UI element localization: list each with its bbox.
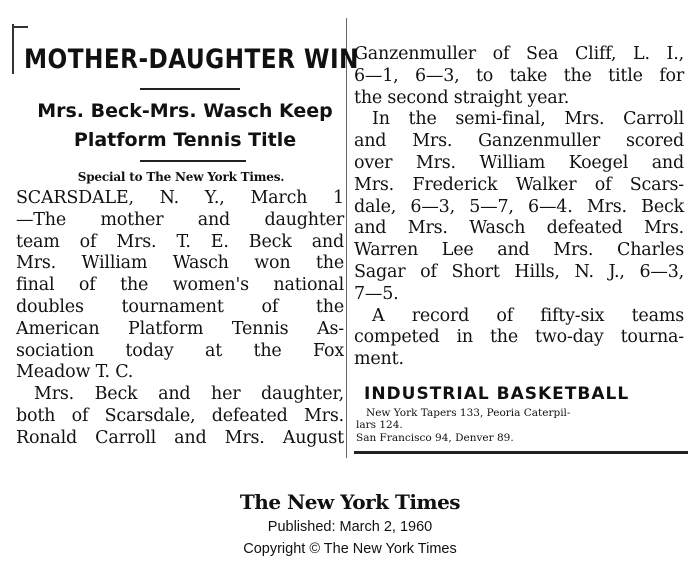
subhead-1: Mrs. Beck-Mrs. Wasch Keep [37,100,333,122]
credit-line: Special to The New York Times. [77,170,285,184]
body-line: ment. [354,349,404,370]
published-date: Published: March 2, 1960 [267,519,433,535]
body-line: team of Mrs. T. E. Beck and [16,231,344,252]
body-line: competed in the two-day tourna- [354,327,684,348]
newspaper-clipping [8,18,692,458]
nyt-logo: The New York Times [239,490,461,514]
subhead-2: Platform Tennis Title [73,129,297,151]
body-line: Sagar of Short Hills, N. J., 6—3, [354,262,684,282]
body-line: Mrs. Frederick Walker of Scars- [354,174,684,195]
copyright-notice: Copyright © The New York Times [243,541,457,557]
body-line: American Platform Tennis As- [16,318,344,339]
body-line: SCARSDALE, N. Y., March 1 [16,188,344,208]
body-line: In the semi-final, Mrs. Carroll [372,109,684,130]
bottom-rule [354,451,688,454]
separator [140,160,246,162]
corner-rule [12,26,28,28]
body-line: Mrs. William Wasch won the [16,253,344,274]
body-line: and Mrs. Wasch defeated Mrs. [354,218,684,239]
body-line: 6—1, 6—3, to take the title for [354,65,684,86]
body-line: Ronald Carroll and Mrs. August [16,427,344,448]
separator [140,88,240,90]
body-line: A record of fifty-six teams [372,305,684,326]
column-rule [12,24,14,74]
body-line: Meadow T. C. [16,362,134,383]
body-line: doubles tournament of the [16,297,344,317]
score-line: New York Tapers 133, Peoria Caterpil- [366,407,571,419]
body-line: sociation today at the Fox [16,340,344,361]
headline: MOTHER-DAUGHTER WIN [24,44,359,75]
body-line: Mrs. Beck and her daughter, [34,384,344,405]
body-line: —The mother and daughter [16,209,344,230]
sidebar-heading: INDUSTRIAL BASKETBALL [364,384,630,404]
body-line: Warren Lee and Mrs. Charles [354,240,684,261]
body-line: 7—5. [354,283,399,304]
body-line: the second straight year. [354,87,570,108]
column-divider [346,18,347,458]
body-line: both of Scarsdale, defeated Mrs. [16,406,344,426]
body-line: over Mrs. William Koegel and [354,153,684,173]
body-line: dale, 6—3, 5—7, 6—4. Mrs. Beck [354,196,684,217]
body-line: Ganzenmuller of Sea Cliff, L. I., [354,44,684,64]
score-line: San Francisco 94, Denver 89. [356,432,514,444]
score-line: lars 124. [356,419,403,431]
body-line: and Mrs. Ganzenmuller scored [354,131,684,152]
body-line: final of the women's national [16,275,344,296]
